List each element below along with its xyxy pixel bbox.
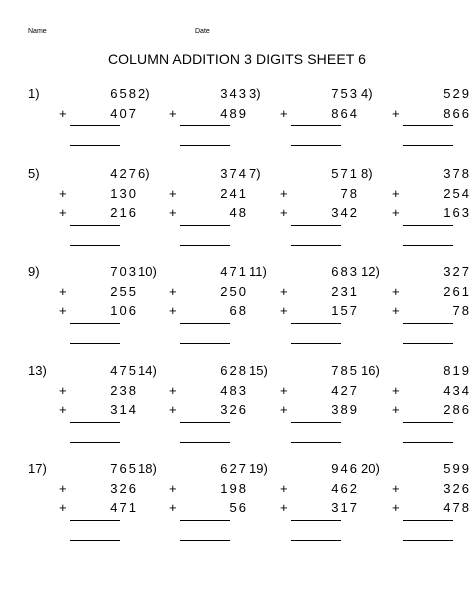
addend-value: 261 xyxy=(443,283,471,299)
addend-row xyxy=(28,106,138,126)
plus-sign: + xyxy=(59,382,67,398)
addition-problem xyxy=(28,264,138,354)
addend-row xyxy=(249,461,359,481)
addition-problem xyxy=(361,166,471,256)
plus-sign: + xyxy=(59,185,67,201)
addition-problem xyxy=(28,461,138,551)
addend-value: 106 xyxy=(110,303,138,318)
addend-value: 68 xyxy=(229,303,248,318)
problem-number: 11) xyxy=(249,264,267,279)
worksheet-title: COLUMN ADDITION 3 DIGITS SHEET 6 xyxy=(107,51,367,67)
addend-row xyxy=(28,303,138,323)
addend-row xyxy=(249,500,359,520)
answer-line[interactable] xyxy=(291,145,341,146)
addend-row xyxy=(361,383,471,403)
addend-row xyxy=(138,166,248,186)
addend-row xyxy=(361,461,471,481)
plus-sign: + xyxy=(280,283,288,299)
answer-line[interactable] xyxy=(291,442,341,443)
answer-line[interactable] xyxy=(403,343,453,344)
addend-row xyxy=(28,86,138,106)
addition-problem xyxy=(249,363,359,453)
addend-row xyxy=(28,461,138,481)
addend-value: 326 xyxy=(110,480,138,496)
problem-number: 3) xyxy=(249,86,261,101)
plus-sign: + xyxy=(280,500,288,515)
sum-line xyxy=(70,422,120,423)
plus-sign: + xyxy=(392,283,400,299)
plus-sign: + xyxy=(59,283,67,299)
addend-value: 753 xyxy=(331,86,359,101)
addend-row xyxy=(249,86,359,106)
answer-line[interactable] xyxy=(291,540,341,541)
plus-sign: + xyxy=(169,283,177,299)
addend-row xyxy=(249,106,359,126)
plus-sign: + xyxy=(169,402,177,417)
name-label: Name xyxy=(28,28,47,35)
addend-value: 529 xyxy=(443,86,471,101)
sum-line xyxy=(180,225,230,226)
plus-sign: + xyxy=(280,105,288,121)
plus-sign: + xyxy=(280,382,288,398)
addend-row xyxy=(361,186,471,206)
addend-value: 250 xyxy=(220,283,248,299)
problem-number: 17) xyxy=(28,461,47,476)
addend-value: 78 xyxy=(340,185,359,201)
addend-row xyxy=(28,186,138,206)
addend-row xyxy=(361,500,471,520)
addend-row xyxy=(249,186,359,206)
sum-line xyxy=(70,323,120,324)
addend-row xyxy=(138,402,248,422)
addend-value: 599 xyxy=(443,461,471,476)
sum-line xyxy=(403,422,453,423)
addend-value: 130 xyxy=(110,185,138,201)
addend-value: 462 xyxy=(331,480,359,496)
addend-value: 489 xyxy=(220,105,248,121)
sum-line xyxy=(403,225,453,226)
answer-line[interactable] xyxy=(291,343,341,344)
addition-problem xyxy=(361,264,471,354)
addend-value: 866 xyxy=(443,105,471,121)
plus-sign: + xyxy=(169,500,177,515)
addition-problem xyxy=(249,461,359,551)
plus-sign: + xyxy=(59,500,67,515)
problem-number: 19) xyxy=(249,461,268,476)
addend-value: 864 xyxy=(331,105,359,121)
plus-sign: + xyxy=(169,105,177,121)
addend-row xyxy=(361,284,471,304)
addend-row xyxy=(249,264,359,284)
sum-line xyxy=(403,125,453,126)
addition-problem xyxy=(28,363,138,453)
addend-value: 342 xyxy=(331,205,359,220)
addend-row xyxy=(28,383,138,403)
addition-problem xyxy=(249,166,359,256)
problem-number: 5) xyxy=(28,166,40,181)
addend-row xyxy=(361,303,471,323)
addend-row xyxy=(138,106,248,126)
problem-number: 7) xyxy=(249,166,261,181)
answer-line[interactable] xyxy=(180,145,230,146)
addend-row xyxy=(138,500,248,520)
answer-line[interactable] xyxy=(70,540,120,541)
addend-value: 785 xyxy=(331,363,359,378)
plus-sign: + xyxy=(392,402,400,417)
problem-number: 20) xyxy=(361,461,380,476)
addend-value: 378 xyxy=(443,166,471,181)
answer-line[interactable] xyxy=(70,245,120,246)
addend-row xyxy=(28,500,138,520)
problem-number: 14) xyxy=(138,363,157,378)
addend-row xyxy=(138,186,248,206)
plus-sign: + xyxy=(392,303,400,318)
addition-problem xyxy=(138,86,248,176)
plus-sign: + xyxy=(280,480,288,496)
addend-row xyxy=(28,264,138,284)
addition-problem xyxy=(361,461,471,551)
addend-row xyxy=(138,461,248,481)
addend-row xyxy=(361,264,471,284)
addend-row xyxy=(361,363,471,383)
plus-sign: + xyxy=(169,185,177,201)
plus-sign: + xyxy=(392,205,400,220)
plus-sign: + xyxy=(280,402,288,417)
sum-line xyxy=(291,125,341,126)
addend-row xyxy=(249,284,359,304)
addend-row xyxy=(28,481,138,501)
plus-sign: + xyxy=(59,105,67,121)
addend-value: 254 xyxy=(443,185,471,201)
addend-row xyxy=(28,166,138,186)
addend-value: 471 xyxy=(220,264,248,279)
addend-row xyxy=(249,383,359,403)
sum-line xyxy=(70,520,120,521)
plus-sign: + xyxy=(59,205,67,220)
addition-problem xyxy=(138,363,248,453)
addend-value: 475 xyxy=(110,363,138,378)
addition-problem xyxy=(249,86,359,176)
addend-value: 231 xyxy=(331,283,359,299)
addend-value: 314 xyxy=(110,402,138,417)
addition-problem xyxy=(361,363,471,453)
plus-sign: + xyxy=(392,185,400,201)
answer-line[interactable] xyxy=(403,145,453,146)
sum-line xyxy=(180,520,230,521)
addend-row xyxy=(138,383,248,403)
problem-number: 16) xyxy=(361,363,380,378)
addend-row xyxy=(249,166,359,186)
plus-sign: + xyxy=(59,303,67,318)
addend-row xyxy=(361,205,471,225)
sum-line xyxy=(291,323,341,324)
plus-sign: + xyxy=(392,382,400,398)
sum-line xyxy=(180,125,230,126)
plus-sign: + xyxy=(169,382,177,398)
plus-sign: + xyxy=(280,205,288,220)
addend-value: 478 xyxy=(443,500,471,515)
addend-value: 471 xyxy=(110,500,138,515)
answer-line[interactable] xyxy=(180,343,230,344)
sum-line xyxy=(403,520,453,521)
plus-sign: + xyxy=(59,480,67,496)
addend-value: 658 xyxy=(110,86,138,101)
answer-line[interactable] xyxy=(403,245,453,246)
addend-value: 389 xyxy=(331,402,359,417)
addend-row xyxy=(361,106,471,126)
sum-line xyxy=(180,422,230,423)
problem-number: 9) xyxy=(28,264,40,279)
problem-number: 2) xyxy=(138,86,150,101)
addition-problem xyxy=(28,86,138,176)
addend-row xyxy=(138,303,248,323)
sum-line xyxy=(291,225,341,226)
answer-line[interactable] xyxy=(180,540,230,541)
answer-line[interactable] xyxy=(70,343,120,344)
addend-value: 703 xyxy=(110,264,138,279)
addend-value: 56 xyxy=(229,500,248,515)
problem-number: 15) xyxy=(249,363,268,378)
sum-line xyxy=(70,225,120,226)
addition-problem xyxy=(361,86,471,176)
answer-line[interactable] xyxy=(180,442,230,443)
date-label: Date xyxy=(195,28,210,35)
addend-value: 765 xyxy=(110,461,138,476)
addend-row xyxy=(138,86,248,106)
plus-sign: + xyxy=(59,402,67,417)
problem-number: 12) xyxy=(361,264,380,279)
addend-value: 326 xyxy=(443,480,471,496)
addend-value: 427 xyxy=(331,382,359,398)
addend-row xyxy=(249,402,359,422)
sum-line xyxy=(291,422,341,423)
addend-value: 434 xyxy=(443,382,471,398)
problem-number: 4) xyxy=(361,86,373,101)
addend-value: 327 xyxy=(443,264,471,279)
addend-row xyxy=(28,402,138,422)
addend-value: 163 xyxy=(443,205,471,220)
addend-value: 483 xyxy=(220,382,248,398)
addend-value: 317 xyxy=(331,500,359,515)
addition-problem xyxy=(28,166,138,256)
sum-line xyxy=(291,520,341,521)
addend-row xyxy=(28,284,138,304)
sum-line xyxy=(403,323,453,324)
addend-row xyxy=(249,481,359,501)
addend-row xyxy=(361,481,471,501)
problem-number: 18) xyxy=(138,461,157,476)
problem-number: 6) xyxy=(138,166,150,181)
plus-sign: + xyxy=(169,303,177,318)
addend-value: 326 xyxy=(220,402,248,417)
addend-value: 946 xyxy=(331,461,359,476)
sum-line xyxy=(180,323,230,324)
addend-row xyxy=(138,284,248,304)
addend-value: 198 xyxy=(220,480,248,496)
addend-row xyxy=(249,303,359,323)
addend-row xyxy=(249,363,359,383)
problem-number: 10) xyxy=(138,264,157,279)
addend-value: 255 xyxy=(110,283,138,299)
addend-value: 819 xyxy=(443,363,471,378)
addend-value: 238 xyxy=(110,382,138,398)
plus-sign: + xyxy=(280,303,288,318)
addend-row xyxy=(361,166,471,186)
plus-sign: + xyxy=(392,105,400,121)
plus-sign: + xyxy=(169,205,177,220)
addend-value: 683 xyxy=(331,264,359,279)
addend-row xyxy=(361,402,471,422)
answer-line[interactable] xyxy=(70,145,120,146)
addend-value: 78 xyxy=(452,303,471,318)
sum-line xyxy=(70,125,120,126)
answer-line[interactable] xyxy=(180,245,230,246)
addend-row xyxy=(138,481,248,501)
plus-sign: + xyxy=(392,500,400,515)
addend-row xyxy=(28,363,138,383)
problem-number: 1) xyxy=(28,86,40,101)
addend-row xyxy=(361,86,471,106)
answer-line[interactable] xyxy=(291,245,341,246)
addend-value: 157 xyxy=(331,303,359,318)
addition-problem xyxy=(138,166,248,256)
plus-sign: + xyxy=(169,480,177,496)
addend-value: 374 xyxy=(220,166,248,181)
addend-value: 343 xyxy=(220,86,248,101)
addition-problem xyxy=(249,264,359,354)
plus-sign: + xyxy=(280,185,288,201)
addend-value: 407 xyxy=(110,105,138,121)
answer-line[interactable] xyxy=(403,540,453,541)
addition-problem xyxy=(138,461,248,551)
answer-line[interactable] xyxy=(70,442,120,443)
addend-row xyxy=(28,205,138,225)
problem-number: 8) xyxy=(361,166,373,181)
addend-value: 427 xyxy=(110,166,138,181)
addend-row xyxy=(138,363,248,383)
addend-value: 627 xyxy=(220,461,248,476)
addend-value: 628 xyxy=(220,363,248,378)
plus-sign: + xyxy=(392,480,400,496)
addend-value: 241 xyxy=(220,185,248,201)
addend-row xyxy=(249,205,359,225)
addend-value: 571 xyxy=(331,166,359,181)
addend-value: 216 xyxy=(110,205,138,220)
addend-row xyxy=(138,264,248,284)
problem-number: 13) xyxy=(28,363,47,378)
addend-value: 286 xyxy=(443,402,471,417)
addition-problem xyxy=(138,264,248,354)
addend-row xyxy=(138,205,248,225)
answer-line[interactable] xyxy=(403,442,453,443)
addend-value: 48 xyxy=(229,205,248,220)
